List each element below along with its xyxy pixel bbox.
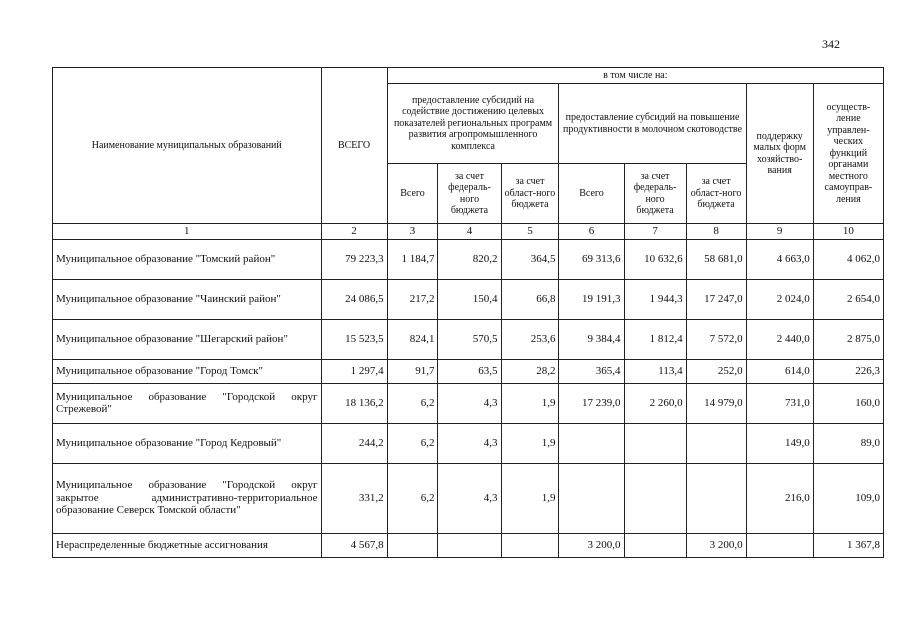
cell-a-total: 6,2 bbox=[387, 463, 438, 533]
header-admin: осуществ-ление управлен-ческих функций органами местного самоуправ-ления bbox=[813, 84, 883, 224]
cell-admin: 160,0 bbox=[813, 383, 883, 423]
cell-a-federal: 150,4 bbox=[438, 279, 501, 319]
header-b-federal: за счет федераль-ного бюджета bbox=[624, 164, 686, 224]
cell-a-federal: 570,5 bbox=[438, 319, 501, 359]
cell-support: 4 663,0 bbox=[746, 239, 813, 279]
cell-admin: 2 875,0 bbox=[813, 319, 883, 359]
cell-total: 244,2 bbox=[321, 423, 387, 463]
table-row bbox=[53, 279, 884, 319]
col-number: 7 bbox=[624, 224, 686, 240]
cell-a-total: 6,2 bbox=[387, 383, 438, 423]
header-including: в том числе на: bbox=[387, 68, 883, 84]
cell-a-federal: 63,5 bbox=[438, 359, 501, 383]
cell-b-total: 9 384,4 bbox=[559, 319, 624, 359]
cell-admin: 4 062,0 bbox=[813, 239, 883, 279]
row-name: Муниципальное образование "Город Кедровый" bbox=[53, 423, 322, 463]
cell-b-federal: 1 812,4 bbox=[624, 319, 686, 359]
row-name: Муниципальное образование "Город Томск" bbox=[53, 359, 322, 383]
col-number: 3 bbox=[387, 224, 438, 240]
header-name: Наименование муниципальных образований bbox=[53, 68, 322, 224]
col-number: 2 bbox=[321, 224, 387, 240]
row-name: Муниципальное образование "Шегарский район" bbox=[53, 319, 322, 359]
cell-admin: 2 654,0 bbox=[813, 279, 883, 319]
cell-a-total: 1 184,7 bbox=[387, 239, 438, 279]
table-row bbox=[53, 423, 884, 463]
cell-b-regional: 17 247,0 bbox=[686, 279, 746, 319]
cell-b-regional: 3 200,0 bbox=[686, 533, 746, 557]
cell-a-federal: 4,3 bbox=[438, 423, 501, 463]
col-number: 1 bbox=[53, 224, 322, 240]
cell-b-total: 17 239,0 bbox=[559, 383, 624, 423]
cell-b-federal: 2 260,0 bbox=[624, 383, 686, 423]
row-name: Муниципальное образование "Городской округ Стрежевой" bbox=[53, 383, 322, 423]
cell-admin: 89,0 bbox=[813, 423, 883, 463]
cell-total: 15 523,5 bbox=[321, 319, 387, 359]
cell-b-total: 19 191,3 bbox=[559, 279, 624, 319]
cell-b-total: 365,4 bbox=[559, 359, 624, 383]
cell-b-regional bbox=[686, 463, 746, 533]
cell-b-federal: 113,4 bbox=[624, 359, 686, 383]
row-name: Муниципальное образование "Городской округ закрытое административно-территориальное образование Северск Томской области" bbox=[53, 463, 322, 533]
header-b-regional: за счет област-ного бюджета bbox=[686, 164, 746, 224]
header-total: ВСЕГО bbox=[321, 68, 387, 224]
cell-a-federal: 820,2 bbox=[438, 239, 501, 279]
col-number: 9 bbox=[746, 224, 813, 240]
table-row bbox=[53, 239, 884, 279]
cell-b-total bbox=[559, 423, 624, 463]
cell-total: 1 297,4 bbox=[321, 359, 387, 383]
table-row bbox=[53, 383, 884, 423]
cell-b-federal bbox=[624, 423, 686, 463]
cell-support: 216,0 bbox=[746, 463, 813, 533]
cell-a-regional: 253,6 bbox=[501, 319, 559, 359]
cell-a-regional bbox=[501, 533, 559, 557]
col-number: 10 bbox=[813, 224, 883, 240]
header-a-total: Всего bbox=[387, 164, 438, 224]
cell-a-regional: 364,5 bbox=[501, 239, 559, 279]
header-b-total: Всего bbox=[559, 164, 624, 224]
cell-b-regional: 58 681,0 bbox=[686, 239, 746, 279]
cell-b-regional: 252,0 bbox=[686, 359, 746, 383]
cell-a-regional: 28,2 bbox=[501, 359, 559, 383]
cell-b-federal: 1 944,3 bbox=[624, 279, 686, 319]
header-group-b: предоставление субсидий на повышение продуктивности в молочном скотоводстве bbox=[559, 84, 746, 164]
cell-b-regional: 7 572,0 bbox=[686, 319, 746, 359]
cell-b-federal bbox=[624, 533, 686, 557]
cell-support: 2 440,0 bbox=[746, 319, 813, 359]
cell-total: 24 086,5 bbox=[321, 279, 387, 319]
cell-support: 731,0 bbox=[746, 383, 813, 423]
cell-a-federal bbox=[438, 533, 501, 557]
col-number: 5 bbox=[501, 224, 559, 240]
cell-a-regional: 1,9 bbox=[501, 463, 559, 533]
cell-admin: 109,0 bbox=[813, 463, 883, 533]
cell-a-total: 91,7 bbox=[387, 359, 438, 383]
cell-b-regional bbox=[686, 423, 746, 463]
cell-a-federal: 4,3 bbox=[438, 463, 501, 533]
cell-a-total: 6,2 bbox=[387, 423, 438, 463]
cell-a-total: 217,2 bbox=[387, 279, 438, 319]
header-support: поддержку малых форм хозяйство-вания bbox=[746, 84, 813, 224]
cell-a-regional: 1,9 bbox=[501, 423, 559, 463]
cell-support bbox=[746, 533, 813, 557]
cell-a-regional: 66,8 bbox=[501, 279, 559, 319]
cell-b-total: 3 200,0 bbox=[559, 533, 624, 557]
row-name: Муниципальное образование "Томский район" bbox=[53, 239, 322, 279]
cell-b-total bbox=[559, 463, 624, 533]
row-name: Нераспределенные бюджетные ассигнования bbox=[53, 533, 322, 557]
cell-total: 18 136,2 bbox=[321, 383, 387, 423]
cell-a-total bbox=[387, 533, 438, 557]
page-number: 342 bbox=[822, 37, 840, 51]
table-row bbox=[53, 533, 884, 557]
table-row bbox=[53, 359, 884, 383]
cell-a-total: 824,1 bbox=[387, 319, 438, 359]
cell-total: 4 567,8 bbox=[321, 533, 387, 557]
cell-b-federal: 10 632,6 bbox=[624, 239, 686, 279]
col-number: 6 bbox=[559, 224, 624, 240]
cell-support: 149,0 bbox=[746, 423, 813, 463]
header-group-a: предоставление субсидий на содействие достижению целевых показателей региональных программ развития агропромышленного комплекса bbox=[387, 84, 559, 164]
cell-total: 331,2 bbox=[321, 463, 387, 533]
header-a-federal: за счет федераль-ного бюджета bbox=[438, 164, 501, 224]
cell-b-total: 69 313,6 bbox=[559, 239, 624, 279]
cell-a-regional: 1,9 bbox=[501, 383, 559, 423]
col-number: 8 bbox=[686, 224, 746, 240]
cell-a-federal: 4,3 bbox=[438, 383, 501, 423]
row-name: Муниципальное образование "Чаинский район" bbox=[53, 279, 322, 319]
col-number: 4 bbox=[438, 224, 501, 240]
cell-total: 79 223,3 bbox=[321, 239, 387, 279]
header-a-regional: за счет област-ного бюджета bbox=[501, 164, 559, 224]
budget-table bbox=[52, 67, 884, 558]
cell-b-regional: 14 979,0 bbox=[686, 383, 746, 423]
cell-b-federal bbox=[624, 463, 686, 533]
table-row bbox=[53, 319, 884, 359]
cell-support: 2 024,0 bbox=[746, 279, 813, 319]
table-row bbox=[53, 463, 884, 533]
cell-support: 614,0 bbox=[746, 359, 813, 383]
cell-admin: 1 367,8 bbox=[813, 533, 883, 557]
cell-admin: 226,3 bbox=[813, 359, 883, 383]
